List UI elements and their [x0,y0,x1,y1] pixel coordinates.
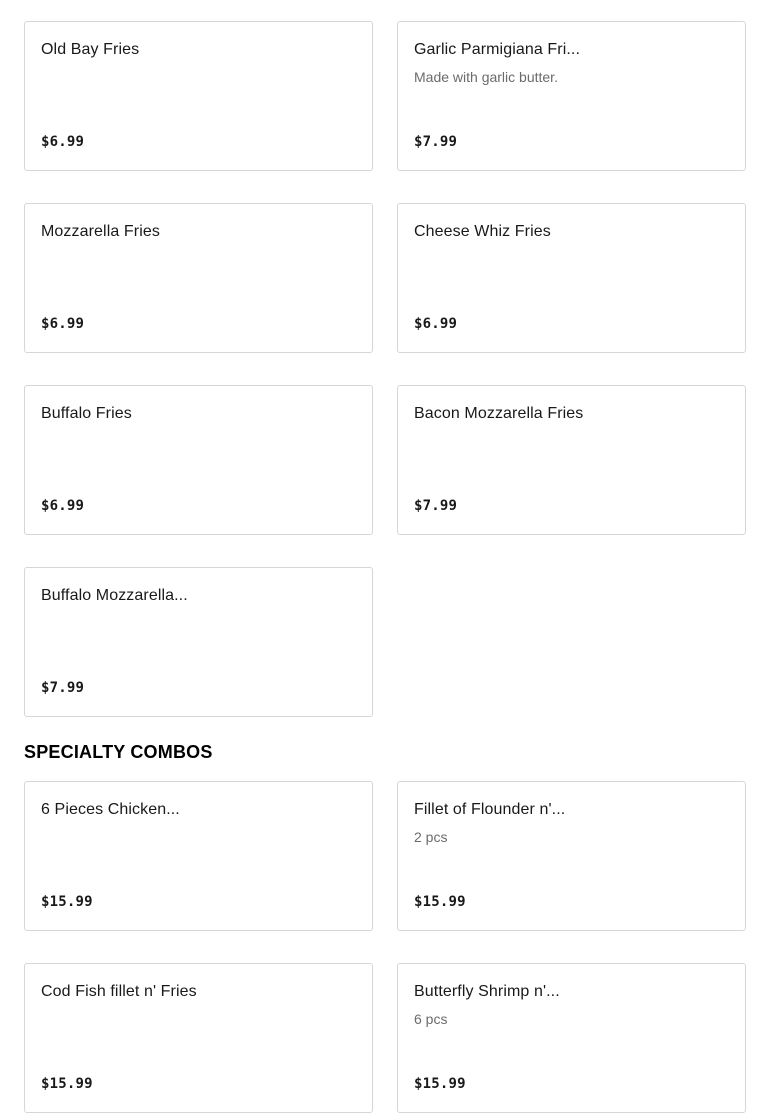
menu-item-description: Made with garlic butter. [414,69,558,85]
menu-item-price: $6.99 [41,498,85,514]
menu-item-card[interactable] [24,567,373,717]
specialty-combos-grid [24,781,746,1113]
menu-item-card[interactable] [24,385,373,535]
fries-menu-grid [24,21,746,717]
menu-item-card[interactable] [397,385,746,535]
menu-item-name: Cod Fish fillet n' Fries [41,983,197,1000]
menu-item-price: $6.99 [41,134,85,150]
menu-item-card[interactable] [24,203,373,353]
menu-item-name: Fillet of Flounder n'... [414,801,566,818]
menu-item-card[interactable] [24,21,373,171]
menu-item-price: $15.99 [41,894,93,910]
menu-item-price: $6.99 [414,316,458,332]
menu-item-name: Cheese Whiz Fries [414,223,551,240]
menu-item-name: 6 Pieces Chicken... [41,801,180,818]
section-title: SPECIALTY COMBOS [24,742,213,762]
menu-item-price: $7.99 [414,134,458,150]
menu-item-card[interactable] [397,203,746,353]
menu-item-card[interactable] [397,21,746,171]
menu-item-card[interactable] [397,781,746,931]
menu-item-name: Old Bay Fries [41,41,140,58]
menu-item-name: Buffalo Fries [41,405,132,422]
menu-item-price: $6.99 [41,316,85,332]
menu-item-name: Butterfly Shrimp n'... [414,983,560,1000]
menu-item-price: $15.99 [41,1076,93,1092]
menu-item-name: Bacon Mozzarella Fries [414,405,584,422]
menu-item-price: $15.99 [414,1076,466,1092]
menu-item-description: 2 pcs [414,829,448,845]
menu-item-name: Garlic Parmigiana Fri... [414,41,580,58]
menu-item-price: $7.99 [41,680,85,696]
menu-item-name: Mozzarella Fries [41,223,160,240]
menu-item-price: $15.99 [414,894,466,910]
menu-item-name: Buffalo Mozzarella... [41,587,188,604]
menu-item-description: 6 pcs [414,1011,448,1027]
menu-item-price: $7.99 [414,498,458,514]
menu-item-card[interactable] [24,781,373,931]
